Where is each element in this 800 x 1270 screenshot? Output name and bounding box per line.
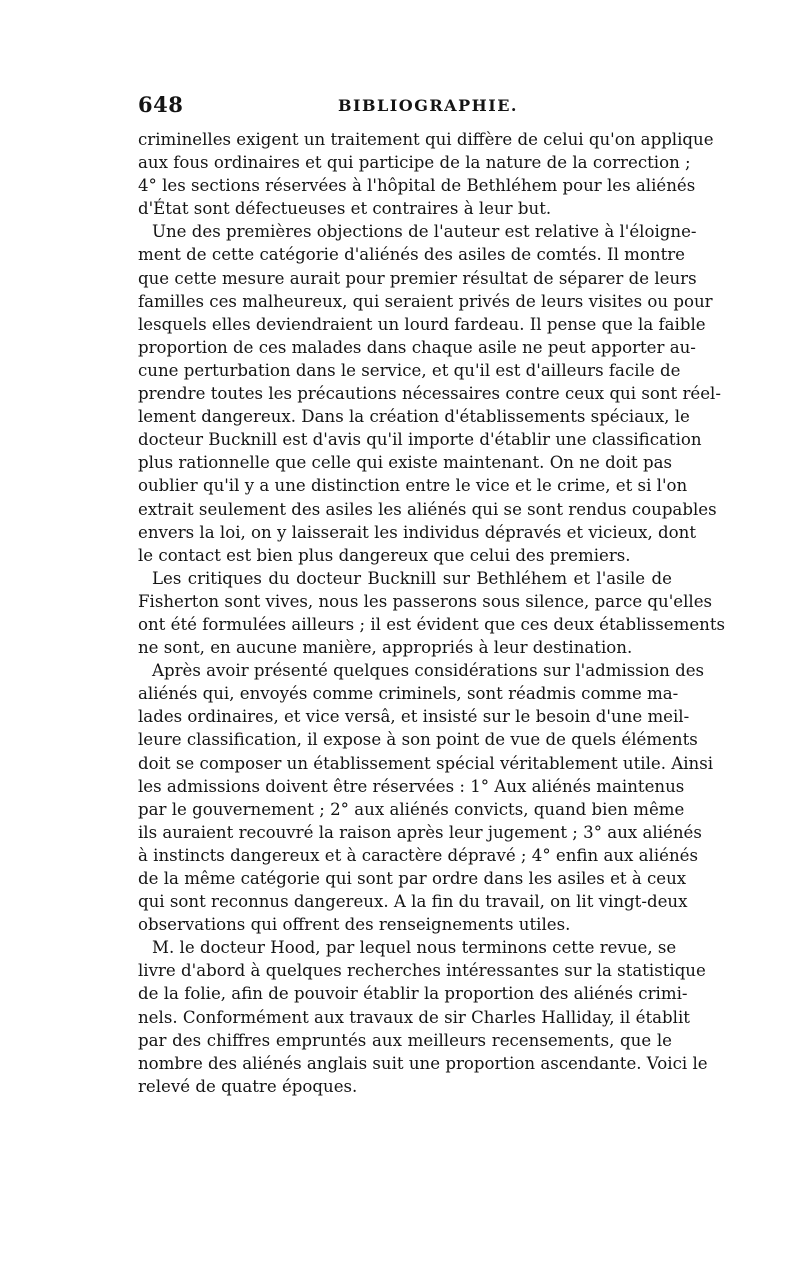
paragraph bbox=[138, 128, 714, 220]
text-line: M. le docteur Hood, par lequel nous terminons cette revue, se bbox=[152, 938, 677, 958]
text-line: envers la loi, on y laisserait les individus dépravés et vicieux, dont bbox=[138, 522, 697, 542]
text-line: Fisherton sont vives, nous les passerons sous silence, parce qu'elles bbox=[138, 591, 713, 611]
text-line: qui sont reconnus dangereux. A la fin du travail, on lit vingt-deux bbox=[138, 892, 688, 912]
text-line: Une des premières objections de l'auteur est relative à l'éloigne- bbox=[152, 222, 697, 242]
text-line: par des chiffres empruntés aux meilleurs recensements, que le bbox=[138, 1030, 672, 1050]
paragraph bbox=[138, 220, 721, 566]
text-line: ment de cette catégorie d'aliénés des asiles de comtés. Il montre bbox=[138, 245, 686, 265]
body-text bbox=[138, 128, 726, 1098]
paragraph bbox=[138, 936, 708, 1098]
text-line: leure classification, il expose à son point de vue de quels éléments bbox=[138, 730, 698, 750]
text-line: cune perturbation dans le service, et qu'il est d'ailleurs facile de bbox=[138, 360, 681, 380]
text-line: par le gouvernement ; 2° aux aliénés convicts, quand bien même bbox=[138, 799, 685, 819]
text-line: criminelles exigent un traitement qui diffère de celui qu'on applique bbox=[138, 130, 714, 149]
text-line: ne sont, en aucune manière, appropriés à leur destination. bbox=[138, 638, 633, 658]
text-line: ils auraient recouvré la raison après leur jugement ; 3° aux aliénés bbox=[138, 822, 702, 842]
text-line: à instincts dangereux et à caractère dépravé ; 4° enfin aux aliénés bbox=[138, 845, 699, 865]
text-line: lesquels elles deviendraient un lourd fardeau. Il pense que la faible bbox=[138, 314, 706, 334]
text-line: livre d'abord à quelques recherches intéressantes sur la statistique bbox=[138, 961, 706, 981]
text-line: nels. Conformément aux travaux de sir Charles Halliday, il établit bbox=[138, 1007, 690, 1027]
text-line: docteur Bucknill est d'avis qu'il importe d'établir une classification bbox=[138, 430, 702, 450]
text-line: prendre toutes les précautions nécessaires contre ceux qui sont réel- bbox=[138, 384, 721, 404]
text-line: familles ces malheureux, qui seraient privés de leurs visites ou pour bbox=[138, 291, 713, 311]
text-line: aux fous ordinaires et qui participe de la nature de la correction ; bbox=[138, 153, 691, 173]
page-number: 648 bbox=[138, 92, 184, 117]
text-line: Après avoir présenté quelques considérations sur l'admission des bbox=[152, 661, 705, 681]
text-line: les admissions doivent être réservées : 1° Aux aliénés maintenus bbox=[138, 776, 685, 796]
text-line: de la folie, afin de pouvoir établir la proportion des aliénés crimi- bbox=[138, 984, 688, 1004]
paragraph bbox=[138, 659, 714, 936]
text-line: d'État sont défectueuses et contraires à leur but. bbox=[138, 199, 552, 219]
text-line: relevé de quatre époques. bbox=[138, 1076, 358, 1096]
text-line: plus rationnelle que celle qui existe maintenant. On ne doit pas bbox=[138, 453, 672, 473]
text-line: observations qui offrent des renseignements utiles. bbox=[138, 915, 571, 935]
text-line: ont été formulées ailleurs ; il est évident que ces deux établissements bbox=[138, 614, 726, 634]
paragraph bbox=[138, 567, 726, 659]
text-line: Les critiques du docteur Bucknill sur Bethléhem et l'asile de bbox=[152, 568, 672, 588]
text-line: nombre des aliénés anglais suit une proportion ascendante. Voici le bbox=[138, 1053, 708, 1073]
text-line: lades ordinaires, et vice versâ, et insisté sur le besoin d'une meil- bbox=[138, 707, 690, 727]
text-line: oublier qu'il y a une distinction entre le vice et le crime, et si l'on bbox=[138, 476, 688, 496]
text-line: le contact est bien plus dangereux que celui des premiers. bbox=[138, 545, 631, 565]
text-line: lement dangereux. Dans la création d'établissements spéciaux, le bbox=[138, 407, 690, 427]
text-line: aliénés qui, envoyés comme criminels, sont réadmis comme ma- bbox=[138, 684, 679, 704]
page-header bbox=[138, 92, 672, 122]
running-title: BIBLIOGRAPHIE. bbox=[338, 96, 518, 115]
text-line: 4° les sections réservées à l'hôpital de Bethléhem pour les aliénés bbox=[138, 176, 696, 196]
text-line: extrait seulement des asiles les aliénés qui se sont rendus coupables bbox=[138, 499, 717, 519]
text-line: de la même catégorie qui sont par ordre dans les asiles et à ceux bbox=[138, 869, 687, 888]
text-line: doit se composer un établissement spécial véritablement utile. Ainsi bbox=[138, 753, 714, 773]
text-line: que cette mesure aurait pour premier résultat de séparer de leurs bbox=[138, 268, 697, 288]
text-line: proportion de ces malades dans chaque asile ne peut apporter au- bbox=[138, 337, 696, 357]
